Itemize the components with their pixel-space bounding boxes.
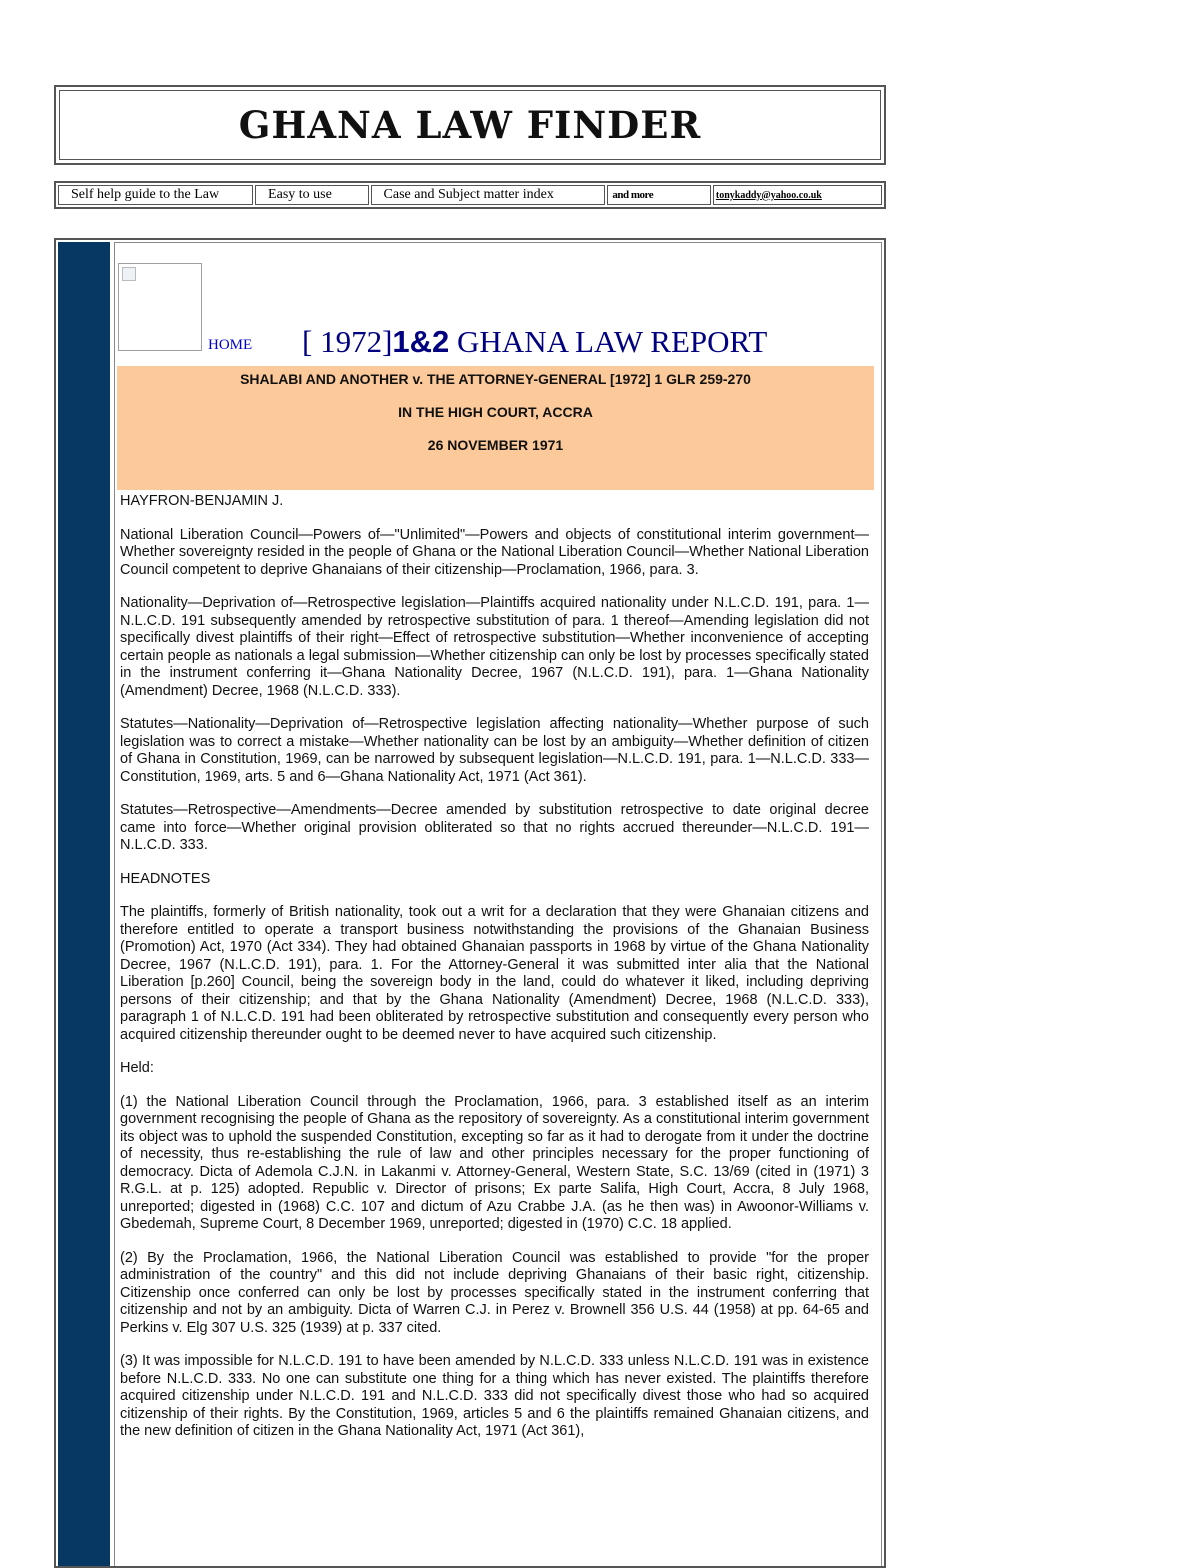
holding-paragraph: (2) By the Proclamation, 1966, the National Liberation Council was established to provide "for the proper administration of the country" and this did not include depriving Ghanaians of their basic right, citizenship. Citizenship once conferred can only be lost by processes specifically stated in the instrument conferring that citizenship and not by an ambiguity. Dicta of Warren C.J. in Perez v. Brownell 356 U.S. 44 (1958) at pp. 64-65 and Perkins v. Elg 307 U.S. 325 (1939) at p. 337 cited. [120, 1249, 869, 1336]
nav-item-easy-to-use[interactable]: Easy to use [255, 185, 368, 205]
judge-name: HAYFRON-BENJAMIN J. [120, 493, 284, 509]
broken-image-icon [118, 263, 202, 351]
court-name: IN THE HIGH COURT, ACCRA [398, 404, 593, 420]
site-banner [54, 85, 886, 165]
section-heading-held: Held: [120, 1060, 154, 1076]
report-parts: 1&2 [392, 324, 450, 359]
report-year: [ 1972] [302, 324, 393, 359]
report-title [302, 324, 767, 360]
facts-paragraph: The plaintiffs, formerly of British nationality, took out a writ for a declaration that they were Ghanaian citizens and therefore entitled to operate a transport business notwithstanding the provisions of the Ghanaian Business (Promotion) Act, 1970 (Act 334). They had obtained Ghanaian passports in 1968 by virtue of the Ghana Nationality Decree, 1967 (N.L.C.D. 191), para. 1. For the Attorney-General it was submitted inter alia that the National Liberation [p.260] Council, being the sovereign body in the land, could do whatever it liked, including depriving persons of their citizenship; and that by the Ghana Nationality (Amendment) Decree, 1968 (N.L.C.D. 333), paragraph 1 of N.L.C.D. 191 had been obliterated by retrospective substitution and consequently every person who acquired citizenship thereunder ought to be deemed never to have acquired such citizenship. [120, 904, 869, 1043]
site-title: GHANA LAW FINDER [238, 103, 702, 147]
report-body [120, 493, 869, 1457]
nav-bar [54, 181, 886, 209]
report-title-text: GHANA LAW REPORT [449, 324, 768, 359]
headnote-paragraph: Statutes—Nationality—Deprivation of—Retrospective legislation affecting nationality—Whether purpose of such legislation was to correct a mistake—Whether nationality can be lost by an ambiguity—Whether definition of citizen of Ghana in Constitution, 1969, can be narrowed by subsequent legislation—N.L.C.D. 191, para. 1—N.L.C.D. 333—Constitution, 1969, arts. 5 and 6—Ghana Nationality Act, 1971 (Act 361). [120, 716, 869, 785]
banner-frame [59, 90, 881, 160]
email-link[interactable]: tonykaddy@yahoo.co.uk [713, 185, 882, 205]
report-page [54, 238, 886, 1568]
headnote-paragraph: Nationality—Deprivation of—Retrospective legislation—Plaintiffs acquired nationality under N.L.C.D. 191, para. 1—N.L.C.D. 191 subsequently amended by retrospective substitution of para. 1 thereof—Amending legislation did not specifically divest plaintiffs of their right—Effect of retrospective substitution—Whether inconvenience of accepting certain people as nationals a legal submission—Whether citizenship can only be lost by processes specifically stated in the instrument conferring it—Ghana Nationality Decree, 1967 (N.L.C.D. 191), para. 1—Ghana Nationality (Amendment) Decree, 1968 (N.L.C.D. 333). [120, 595, 869, 699]
headnote-paragraph: Statutes—Retrospective—Amendments—Decree amended by substitution retrospective to date original decree came into force—Whether original provision obliterated so that no rights accrued thereunder—N.L.C.D. 191—N.L.C.D. 333. [120, 802, 869, 853]
section-heading-headnotes: HEADNOTES [120, 870, 211, 887]
headnote-paragraph: National Liberation Council—Powers of—"Unlimited"—Powers and objects of constitutional interim government—Whether sovereignty resided in the people of Ghana or the National Liberation Council—Whether National Liberation Council competent to deprive Ghanaians of their citizenship—Proclamation, 1966, para. 3. [120, 526, 869, 578]
nav-item-and-more[interactable]: and more [607, 185, 710, 205]
sidebar [58, 242, 110, 1566]
case-date: 26 NOVEMBER 1971 [427, 437, 564, 453]
case-info-box [117, 366, 874, 490]
holding-paragraph: (3) It was impossible for N.L.C.D. 191 to have been amended by N.L.C.D. 333 unless N.L.C.D. 191 was in existence before N.L.C.D. 333. No one can substitute one thing for a thing which has never existed. The plaintiffs therefore acquired citizenship under N.L.C.D. 191 and N.L.C.D. 333 did not specifically divest those who had so acquired citizenship of their rights. By the Constitution, 1969, articles 5 and 6 the plaintiffs remained Ghanaian citizens, and the new definition of citizen in the Ghana Nationality Act, 1971 (Act 361), [120, 1353, 869, 1439]
nav-item-self-help[interactable]: Self help guide to the Law [58, 185, 253, 205]
nav-item-index[interactable]: Case and Subject matter index [371, 185, 606, 205]
holding-paragraph: (1) the National Liberation Council through the Proclamation, 1966, para. 3 established itself as an interim government recognising the people of Ghana as the repository of sovereignty. As a constitutional interim government its object was to uphold the suspended Constitution, excepting so far as it had to derogate from it under the doctrine of necessity, thus re-establishing the rule of law and other principles necessary for the proper functioning of democracy. Dicta of Ademola C.J.N. in Lakanmi v. Attorney-General, Western State, S.C. 13/69 (cited in (1971) 3 R.G.L. at p. 125) adopted. Republic v. Director of prisons; Ex parte Salifa, High Court, Accra, 8 July 1968, unreported; digested in (1968) C.C. 107 and dictum of Azu Crabbe J.A. (as he then was) in Awoonor-Williams v. Gbedemah, Supreme Court, 8 December 1969, unreported; digested in (1970) C.C. 18 applied. [120, 1093, 869, 1232]
home-link[interactable]: HOME [208, 337, 253, 353]
case-name: SHALABI AND ANOTHER v. THE ATTORNEY-GENERAL [1972] 1 GLR 259-270 [240, 371, 751, 387]
broken-image-glyph [122, 267, 136, 281]
